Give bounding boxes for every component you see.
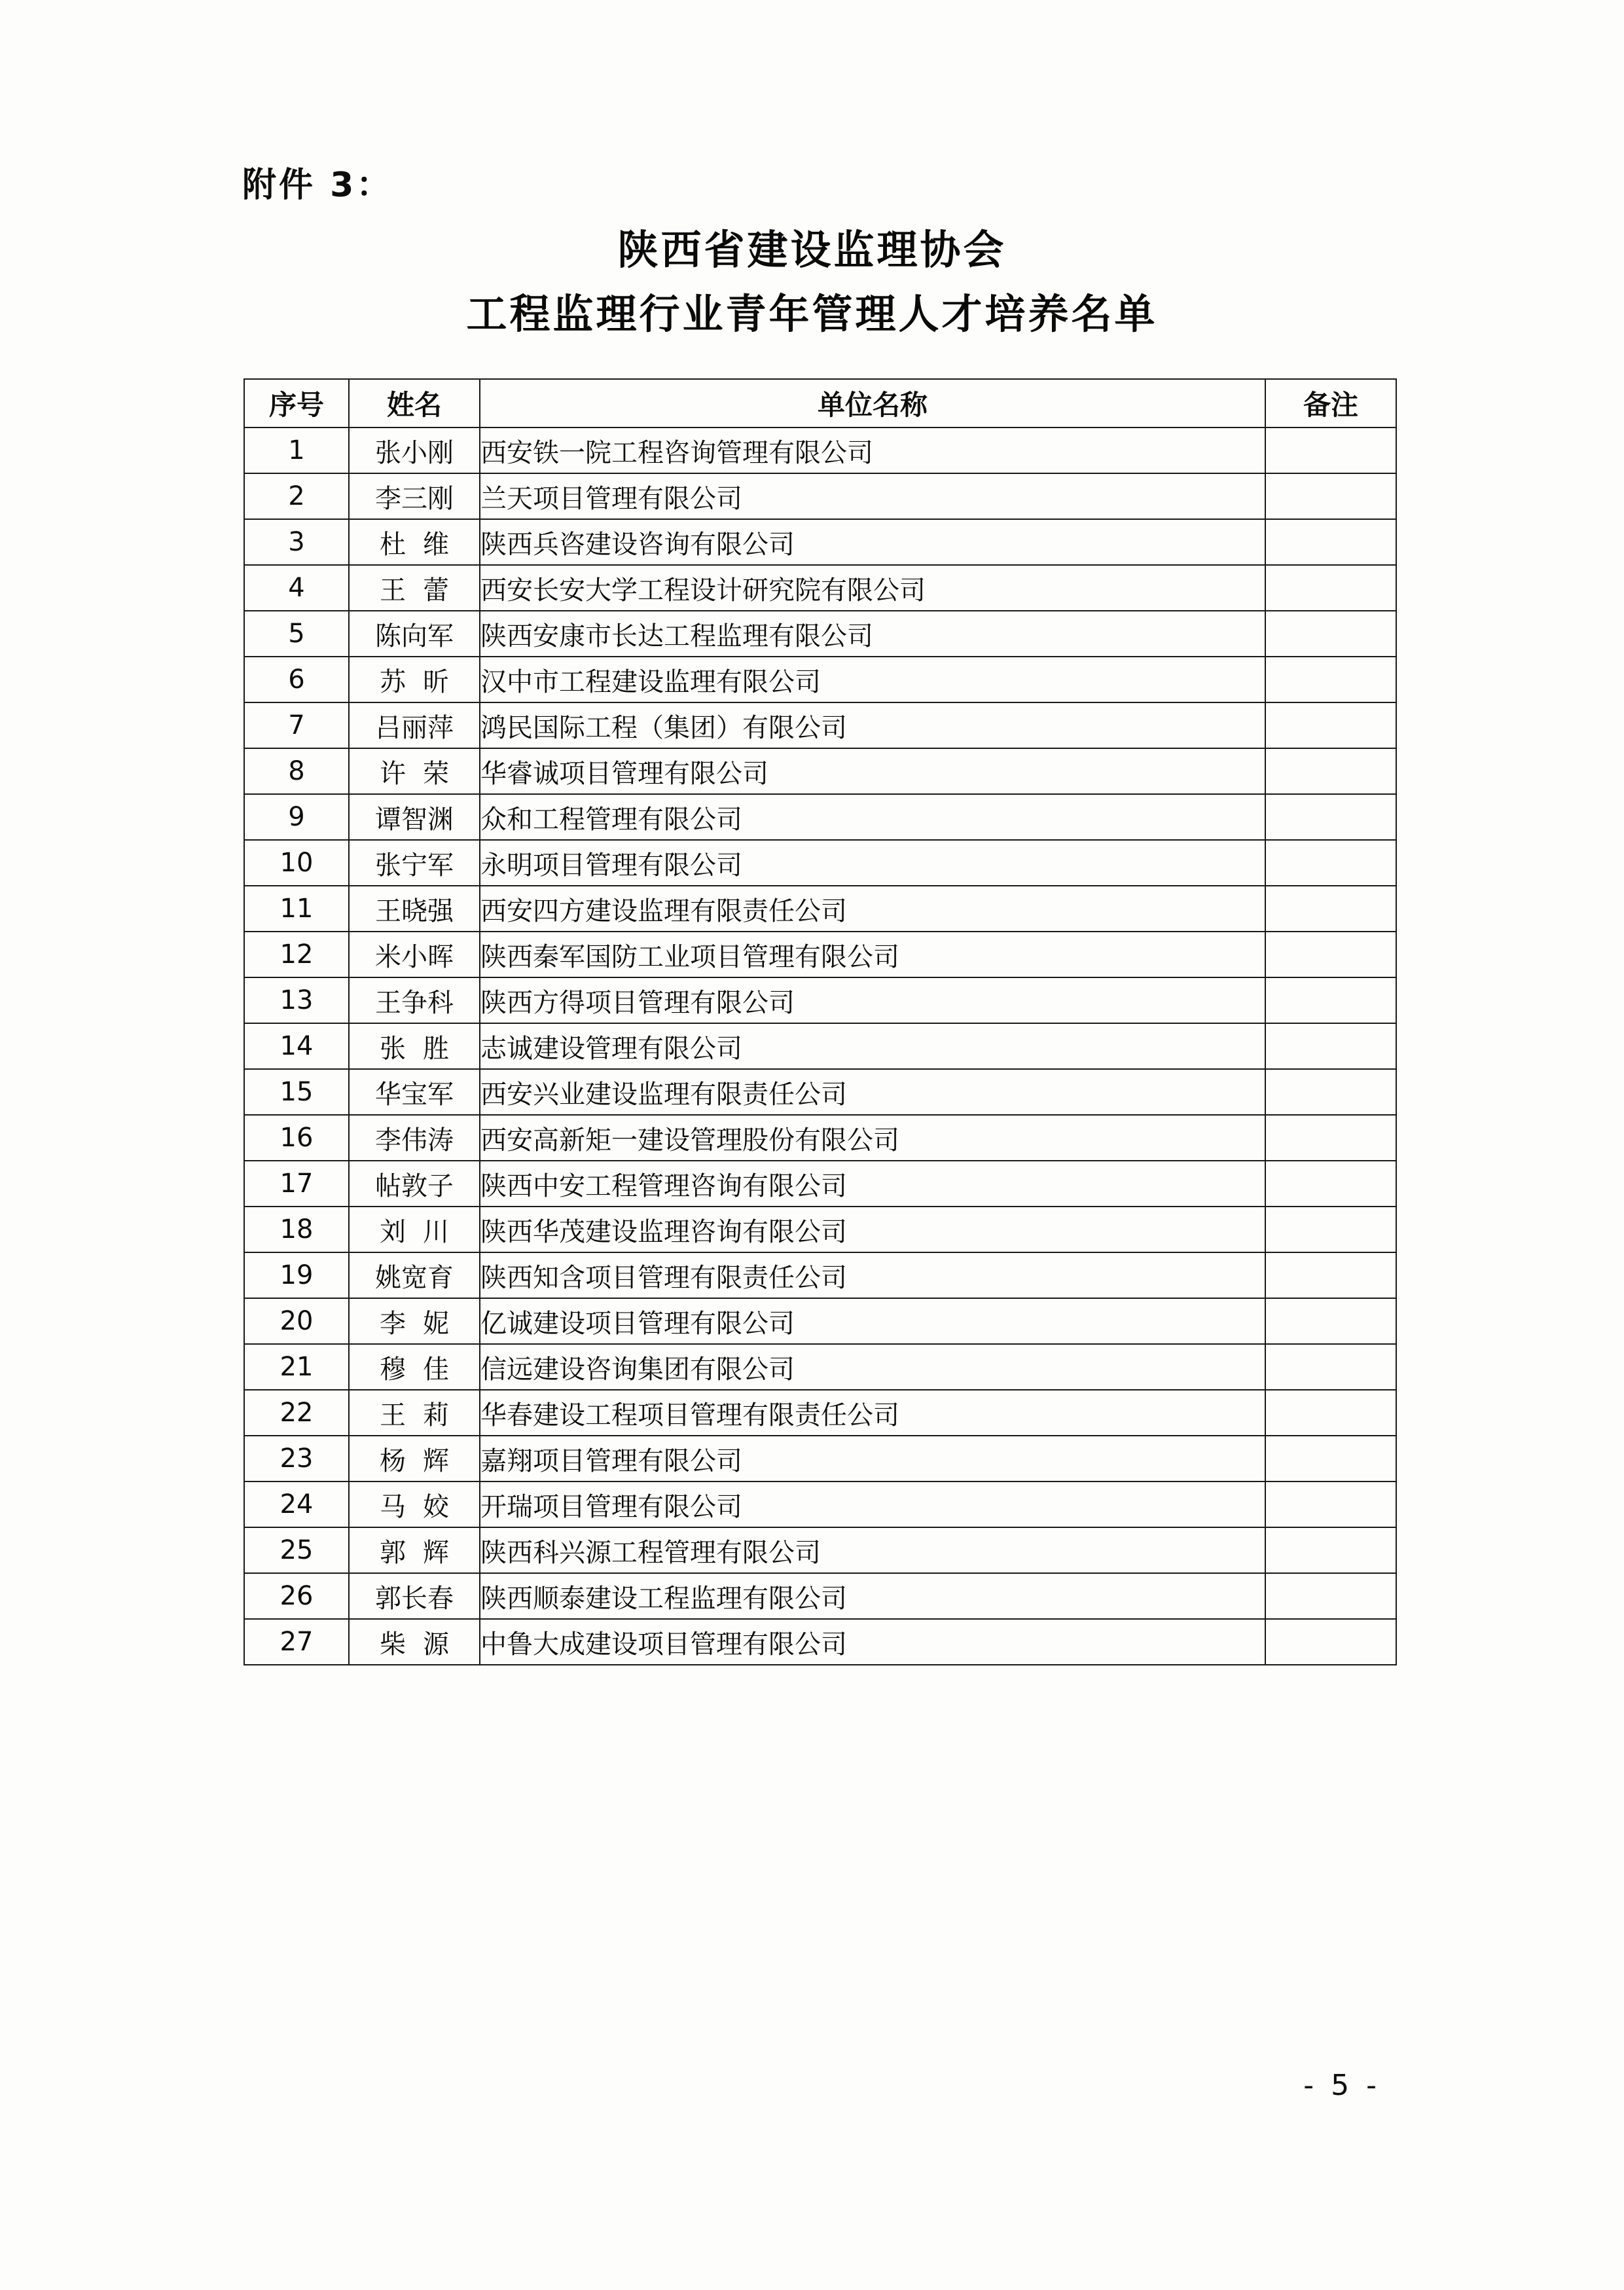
cell-name: 杜维 [349, 519, 480, 565]
cell-name: 李伟涛 [349, 1115, 480, 1161]
cell-note [1265, 1481, 1396, 1527]
table-row [244, 565, 1396, 611]
cell-note [1265, 1252, 1396, 1298]
cell-index: 12 [244, 932, 349, 977]
cell-index: 15 [244, 1069, 349, 1115]
cell-name: 陈向军 [349, 611, 480, 657]
cell-name: 马姣 [349, 1481, 480, 1527]
table-row [244, 932, 1396, 977]
cell-name: 苏昕 [349, 657, 480, 702]
cell-note [1265, 519, 1396, 565]
title-line-1: 陕西省建设监理协会 [617, 226, 1007, 274]
cell-note [1265, 1115, 1396, 1161]
cell-name: 华宝军 [349, 1069, 480, 1115]
cell-index: 1 [244, 427, 349, 473]
cell-note [1265, 840, 1396, 886]
table-row [244, 977, 1396, 1023]
cell-organization: 华睿诚项目管理有限公司 [480, 748, 1265, 794]
table-row [244, 840, 1396, 886]
cell-name: 王蕾 [349, 565, 480, 611]
cell-organization: 华春建设工程项目管理有限责任公司 [480, 1390, 1265, 1436]
attachment-label: 附件 3： [242, 166, 393, 205]
cell-index: 17 [244, 1161, 349, 1207]
cell-organization: 西安兴业建设监理有限责任公司 [480, 1069, 1265, 1115]
title-line-2: 工程监理行业青年管理人才培养名单 [466, 289, 1158, 338]
cell-note [1265, 1207, 1396, 1252]
cell-index: 2 [244, 473, 349, 519]
cell-name: 刘川 [349, 1207, 480, 1252]
cell-note [1265, 1298, 1396, 1344]
cell-organization: 信远建设咨询集团有限公司 [480, 1344, 1265, 1390]
table-row [244, 1436, 1396, 1481]
cell-index: 22 [244, 1390, 349, 1436]
column-header-index: 序号 [244, 379, 349, 427]
table-row [244, 794, 1396, 840]
cell-name: 吕丽萍 [349, 702, 480, 748]
cell-organization: 陕西知含项目管理有限责任公司 [480, 1252, 1265, 1298]
cell-organization: 兰天项目管理有限公司 [480, 473, 1265, 519]
page-number: - 5 - [1303, 2069, 1380, 2102]
table-row [244, 1252, 1396, 1298]
cell-organization: 永明项目管理有限公司 [480, 840, 1265, 886]
cell-name: 郭辉 [349, 1527, 480, 1573]
cell-index: 3 [244, 519, 349, 565]
table-row [244, 702, 1396, 748]
cell-note [1265, 1390, 1396, 1436]
cell-note [1265, 1436, 1396, 1481]
cell-note [1265, 932, 1396, 977]
cell-index: 18 [244, 1207, 349, 1252]
table-row [244, 1069, 1396, 1115]
cell-note [1265, 427, 1396, 473]
cell-name: 王莉 [349, 1390, 480, 1436]
cell-index: 4 [244, 565, 349, 611]
table-row [244, 427, 1396, 473]
cell-name: 郭长春 [349, 1573, 480, 1619]
table-row [244, 886, 1396, 932]
table-row [244, 1527, 1396, 1573]
table-row [244, 1207, 1396, 1252]
cell-organization: 鸿民国际工程（集团）有限公司 [480, 702, 1265, 748]
table-row [244, 1161, 1396, 1207]
cell-name: 张小刚 [349, 427, 480, 473]
cell-organization: 陕西科兴源工程管理有限公司 [480, 1527, 1265, 1573]
cell-name: 杨辉 [349, 1436, 480, 1481]
cell-organization: 志诚建设管理有限公司 [480, 1023, 1265, 1069]
cell-organization: 西安长安大学工程设计研究院有限公司 [480, 565, 1265, 611]
cell-organization: 众和工程管理有限公司 [480, 794, 1265, 840]
cell-name: 王争科 [349, 977, 480, 1023]
cell-organization: 中鲁大成建设项目管理有限公司 [480, 1619, 1265, 1665]
cell-note [1265, 611, 1396, 657]
cell-name: 李三刚 [349, 473, 480, 519]
column-header-organization: 单位名称 [480, 379, 1265, 427]
cell-note [1265, 473, 1396, 519]
cell-index: 26 [244, 1573, 349, 1619]
table-row [244, 1115, 1396, 1161]
table-row [244, 657, 1396, 702]
cell-index: 16 [244, 1115, 349, 1161]
cell-name: 李妮 [349, 1298, 480, 1344]
cell-organization: 陕西方得项目管理有限公司 [480, 977, 1265, 1023]
cell-index: 8 [244, 748, 349, 794]
cell-index: 25 [244, 1527, 349, 1573]
cell-index: 13 [244, 977, 349, 1023]
cell-note [1265, 1619, 1396, 1665]
cell-note [1265, 657, 1396, 702]
cell-index: 27 [244, 1619, 349, 1665]
table-row [244, 519, 1396, 565]
cell-organization: 亿诚建设项目管理有限公司 [480, 1298, 1265, 1344]
cell-name: 穆佳 [349, 1344, 480, 1390]
cell-organization: 陕西秦军国防工业项目管理有限公司 [480, 932, 1265, 977]
cell-organization: 陕西兵咨建设咨询有限公司 [480, 519, 1265, 565]
cell-organization: 汉中市工程建设监理有限公司 [480, 657, 1265, 702]
cell-index: 21 [244, 1344, 349, 1390]
table-row [244, 1619, 1396, 1665]
roster-table [244, 378, 1397, 1665]
table-row [244, 1573, 1396, 1619]
cell-index: 24 [244, 1481, 349, 1527]
cell-note [1265, 886, 1396, 932]
cell-index: 9 [244, 794, 349, 840]
cell-note [1265, 1023, 1396, 1069]
cell-index: 6 [244, 657, 349, 702]
cell-organization: 西安铁一院工程咨询管理有限公司 [480, 427, 1265, 473]
cell-name: 王晓强 [349, 886, 480, 932]
cell-note [1265, 977, 1396, 1023]
cell-organization: 陕西华茂建设监理咨询有限公司 [480, 1207, 1265, 1252]
cell-organization: 陕西顺泰建设工程监理有限公司 [480, 1573, 1265, 1619]
cell-note [1265, 1161, 1396, 1207]
table-row [244, 1481, 1396, 1527]
cell-index: 19 [244, 1252, 349, 1298]
cell-index: 10 [244, 840, 349, 886]
cell-index: 7 [244, 702, 349, 748]
table-row [244, 748, 1396, 794]
cell-index: 5 [244, 611, 349, 657]
cell-organization: 嘉翔项目管理有限公司 [480, 1436, 1265, 1481]
cell-index: 20 [244, 1298, 349, 1344]
table-row [244, 611, 1396, 657]
cell-note [1265, 1527, 1396, 1573]
cell-name: 帖敦子 [349, 1161, 480, 1207]
cell-name: 谭智渊 [349, 794, 480, 840]
column-header-note: 备注 [1265, 379, 1396, 427]
cell-organization: 陕西安康市长达工程监理有限公司 [480, 611, 1265, 657]
document-title [0, 223, 1624, 341]
cell-note [1265, 748, 1396, 794]
table-row [244, 1390, 1396, 1436]
table-row [244, 1344, 1396, 1390]
column-header-name: 姓名 [349, 379, 480, 427]
table-row [244, 1023, 1396, 1069]
cell-organization: 西安高新矩一建设管理股份有限公司 [480, 1115, 1265, 1161]
cell-name: 张胜 [349, 1023, 480, 1069]
cell-index: 11 [244, 886, 349, 932]
table-header-row [244, 379, 1396, 427]
cell-organization: 陕西中安工程管理咨询有限公司 [480, 1161, 1265, 1207]
cell-note [1265, 1344, 1396, 1390]
cell-name: 柴源 [349, 1619, 480, 1665]
cell-organization: 开瑞项目管理有限公司 [480, 1481, 1265, 1527]
cell-index: 23 [244, 1436, 349, 1481]
cell-note [1265, 702, 1396, 748]
cell-name: 许荣 [349, 748, 480, 794]
cell-name: 张宁军 [349, 840, 480, 886]
cell-note [1265, 565, 1396, 611]
table-row [244, 473, 1396, 519]
cell-note [1265, 794, 1396, 840]
cell-organization: 西安四方建设监理有限责任公司 [480, 886, 1265, 932]
table-row [244, 1298, 1396, 1344]
cell-index: 14 [244, 1023, 349, 1069]
cell-note [1265, 1069, 1396, 1115]
cell-note [1265, 1573, 1396, 1619]
cell-name: 米小晖 [349, 932, 480, 977]
roster-table-body [244, 427, 1396, 1665]
cell-name: 姚宽育 [349, 1252, 480, 1298]
